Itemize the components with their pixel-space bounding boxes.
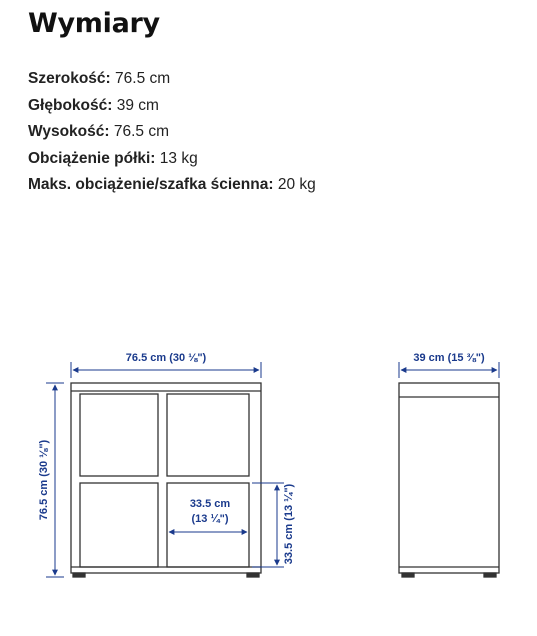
side-view-shelf (399, 383, 499, 577)
side-panel (399, 383, 499, 573)
spec-max-wall-load (28, 172, 316, 199)
spec-label: Wysokość: (28, 123, 110, 140)
width-dimension-label: 76.5 cm (30 ⅛") (125, 352, 207, 364)
spec-value: 76.5 cm (115, 70, 171, 87)
dimension-diagram (0, 330, 537, 590)
spec-label: Maks. obciążenie/szafka ścienna: (28, 176, 274, 193)
spec-value: 13 kg (159, 149, 198, 167)
spec-label: Głębokość: (28, 96, 113, 114)
spec-shelf-load (28, 146, 316, 173)
spec-value: 76.5 cm (113, 123, 170, 140)
compartment-width-label-cm: 33.5 cm (189, 498, 231, 510)
spec-value: 39 cm (116, 96, 159, 114)
depth-dimension (399, 362, 499, 378)
side-foot-left (402, 573, 414, 577)
compartment-top-left (80, 394, 158, 476)
compartment-width-label-in: (13 ¼") (191, 513, 229, 525)
spec-label: Szerokość: (28, 70, 111, 87)
dimension-specs-list (28, 66, 316, 199)
compartment-bottom-right (167, 483, 249, 567)
compartment-bottom-left (80, 483, 158, 567)
compartment-height-dimension (252, 483, 284, 567)
spec-label: Obciążenie półki: (28, 149, 156, 167)
height-dimension-label: 76.5 cm (30 ⅛") (38, 439, 50, 521)
shelf-outer-frame (71, 383, 261, 573)
width-dimension (71, 362, 261, 378)
foot-left (73, 573, 85, 577)
compartment-height-label: 33.5 cm (13 ¼") (283, 483, 295, 565)
spec-depth (28, 93, 316, 120)
depth-dimension-label: 39 cm (15 ⅜") (413, 352, 485, 364)
page-title: Wymiary (28, 8, 160, 39)
foot-right (247, 573, 259, 577)
front-view-shelf (71, 383, 261, 577)
side-foot-right (484, 573, 496, 577)
compartment-top-right (167, 394, 249, 476)
spec-width (28, 66, 316, 93)
spec-height (28, 119, 316, 146)
spec-value: 20 kg (277, 176, 316, 193)
